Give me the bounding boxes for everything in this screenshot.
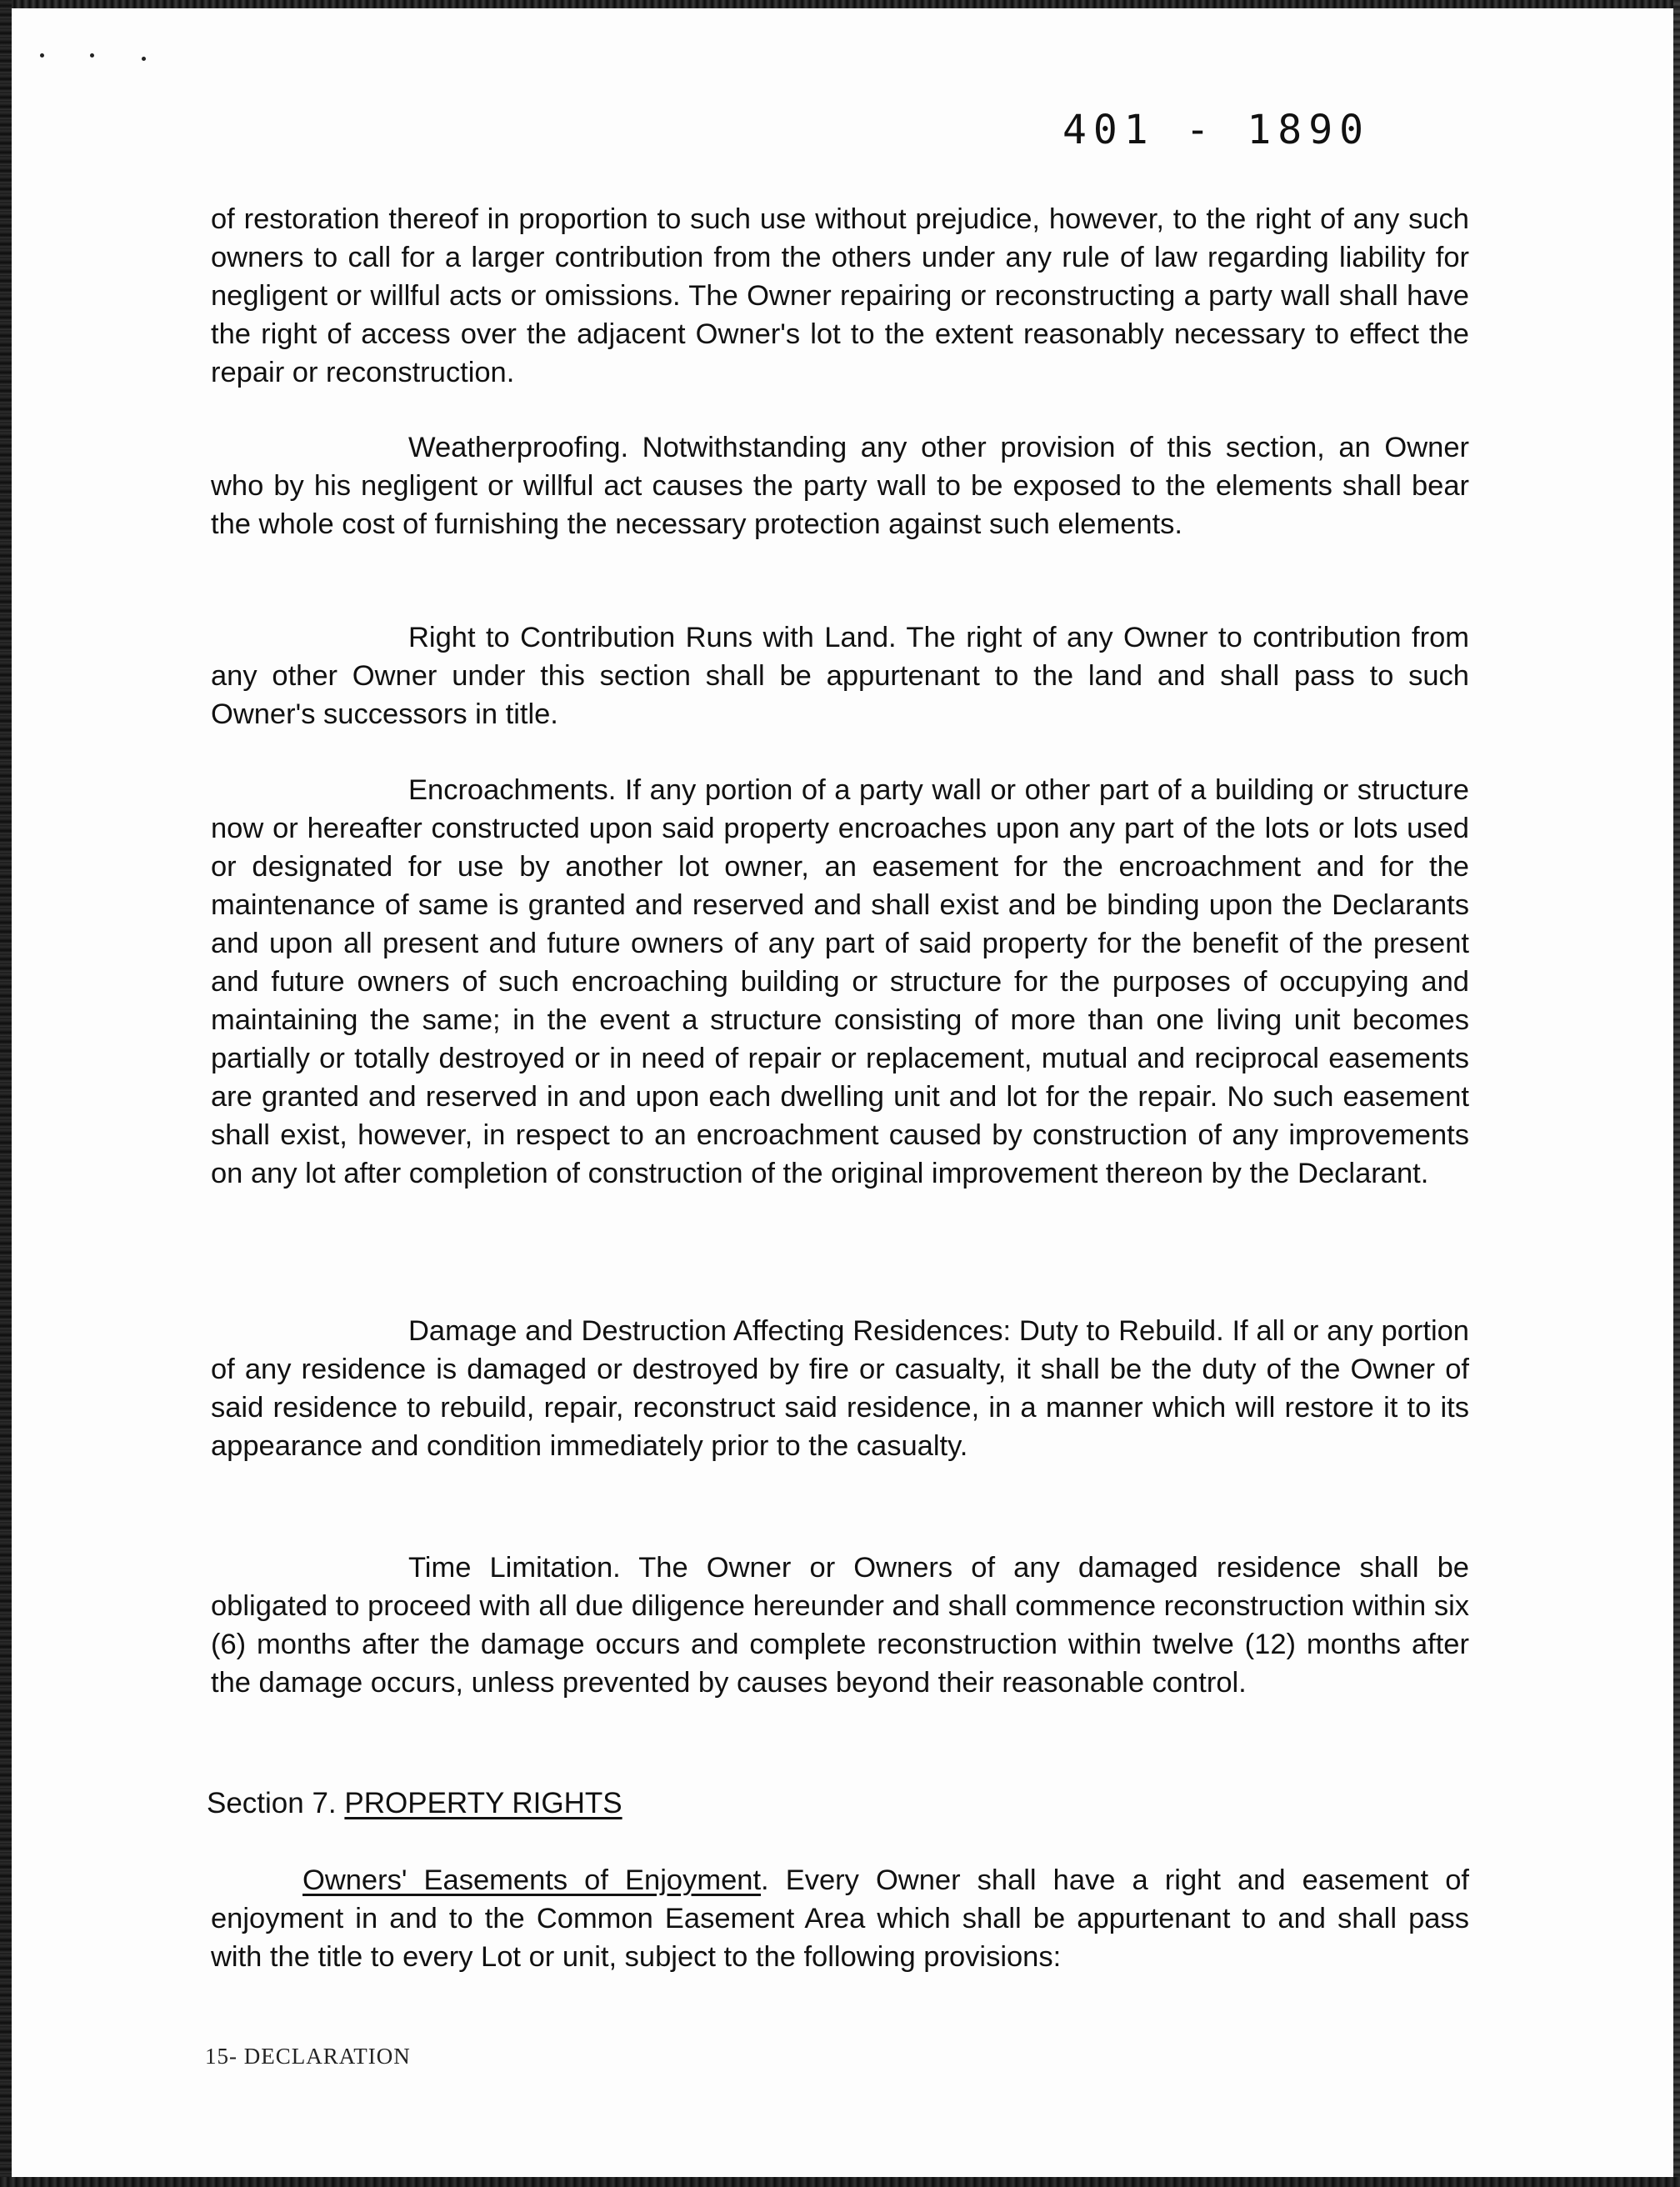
paragraph-right-to-contribution: Right to Contribution Runs with Land. The right of any Owner to contribution from any other Owner under this section shall be appurtenant to the land and shall pass to such Owner's successors in title. xyxy=(211,622,1469,730)
paragraph-time-limitation: Time Limitation. The Owner or Owners of any damaged residence shall be obligated to proceed with all due diligence hereunder and shall commence reconstruction within six (6) months after the damage occurs and complete reconstruction within twelve (12) months after the damage occurs, unless prevented by causes beyond their reasonable control. xyxy=(211,1552,1469,1699)
section-number: Section 7. xyxy=(207,1787,337,1819)
scan-edge-right xyxy=(1673,0,1680,2187)
scan-edge-top xyxy=(0,0,1680,8)
section-title: PROPERTY RIGHTS xyxy=(344,1787,622,1819)
scan-speck xyxy=(90,53,94,58)
paragraph-party-wall-restoration: of restoration thereof in proportion to such use without prejudice, however, to the right of any such owners to call for a larger contribution from the others under any rule of law regarding liability for negligent or willful acts or omissions. The Owner repairing or reconstructing a party wall shall have the right of access over the adjacent Owner's lot to the extent reasonably necessary to effect the repair or reconstruction. xyxy=(211,203,1469,388)
paragraph-encroachments: Encroachments. If any portion of a party wall or other part of a building or structure now or hereafter constructed upon said property encroaches upon any part of the lots or lots used or designated for use by another lot owner, an easement for the encroachment and for the maintenance of same is granted and reserved and shall exist and be binding upon the Declarants and upon all present and future owners of any part of said property for the benefit of the present and future owners of such encroaching building or structure for the purposes of occupying and maintaining the same; in the event a structure consisting of more than one living unit becomes partially or totally destroyed or in need of repair or replacement, mutual and reciprocal easements are granted and reserved in and upon each dwelling unit and lot for the repair. No such easement shall exist, however, in respect to an encroachment caused by construction of any improvements on any lot after completion of construction of the original improvement thereon by the Declarant. xyxy=(211,774,1469,1189)
paragraph-damage-destruction: Damage and Destruction Affecting Residences: Duty to Rebuild. If all or any portion of any residence is damaged or destroyed by fire or casualty, it shall be the duty of the Owner of said residence to rebuild, repair, reconstruct said residence, in a manner which will restore it to its appearance and condition immediately prior to the casualty. xyxy=(211,1315,1469,1462)
paragraph-owners-easements xyxy=(211,1861,1469,1976)
paragraph-weatherproofing: Weatherproofing. Notwithstanding any other provision of this section, an Owner who by his negligent or willful act causes the party wall to be exposed to the elements shall bear the whole cost of furnishing the necessary protection against such elements. xyxy=(211,432,1469,540)
section-heading xyxy=(207,1784,622,1823)
scan-speck xyxy=(142,57,146,61)
owners-easements-body: . Every Owner shall have a right and easement of enjoyment in and to the Common Easement Area which shall be appurtenant to and shall pass with the title to every Lot or unit, subject to the following provisions: xyxy=(211,1864,1469,1973)
subheading-owners-easements: Owners' Easements of Enjoyment xyxy=(302,1864,762,1896)
scan-speck xyxy=(40,53,44,58)
scan-edge-left xyxy=(0,0,12,2187)
page-footer: 15- DECLARATION xyxy=(205,2044,411,2069)
book-page-reference: 401 - 1890 xyxy=(1062,107,1370,153)
scan-edge-bottom xyxy=(0,2177,1680,2187)
